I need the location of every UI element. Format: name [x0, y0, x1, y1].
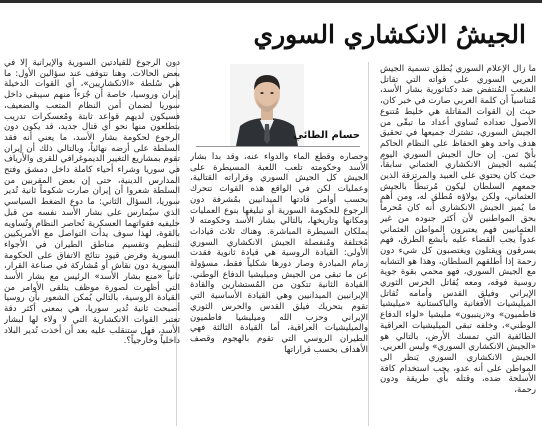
author-divider: [196, 146, 360, 147]
author-box: [192, 64, 364, 150]
article-paragraph: ما زال الإعلام السوري يُطلق تسمية الجيش العربي السوري على قواته التي تقاتل الشعب المُنتفض ضد دكتاتورية بشار الأسد، مُتناسياً أن كلمة العربي صارت في خبر كان، حيث إن القوات المقاتلة هي خليط مُتنوع الأصول تعداده تُساوي أعداد ما تبقّى من الجيش السوري، تشترك جميعها في تحقيق هدف واحد وهو الحفاظ على النظام الحاكم بأيّ ثمن. إن حال الجيش السوري اليوم يُشبه الجيش الانكشاري العثماني سابقاً، حيث كان يحتوي على العبيد والمرتزقة الذين جمعهم السلطان ليكون مُرتبطاً بالجيش العثماني، ولكن يولاؤه مُطلق له، ومن أهم ما يُميز الجيش الانكشاري أنه كان مُحرماً بحق المواطنين لأن أكثر جنوده من غير العثمانيين فهم يعتبرون المواطن العثماني عدواً يجب القضاء عليه بأبشع الطرق، فهم يسرقون ويقتلون ويغتصبون كل شيء دون رحمة إذا أطلقهم السلطان، وهذا هو التشابه مع الجيش السوري، فهو محمي بقوة جوية روسية فوقه، ومعه يُقاتل الحرس الثوري الإيراني وفيلق القدس وأمامه تُقاتل الميليشيات الأفغانية والباكستانية «ميليشيا فاطميون» و«زينبيون» مليشيا «لواء الدفاع الوطني»، وخلفه تبقى الميليشيات العراقية الطائفية التي تمسك الأرض، بالتالي هو «الجيش الانكشاري السوري» وليس العربي. الجيش الانكشاري السوري يَنظر الى المواطن على أنه عدو، يجب استخدام كافة الأسلحة ضده، وقتله بأي طريقة ودون رحمة،: [380, 64, 536, 396]
article-column-right: [380, 64, 536, 426]
column-divider: [368, 62, 369, 426]
article-column-middle: [190, 152, 368, 428]
top-rule: [0, 0, 542, 3]
article-headline: الجيشُ الانكشاري السوري: [253, 20, 526, 49]
article-paragraph: دون الرجوع للقيادتين السورية والإيرانية إلا في بعض الحالات. وهنا نتوقف عند سؤالين الأول: ما هي سُلطة «الانكشاريين»، أي القوات الدخيلة إيران وروسيا، خاصة أن جُزءاً منهم سيبقى داخل سوريا لضمان أمن النظام المتعب والضعيف، فسيكون لديهم قواعد ثابتة ومُعسكرات تدريب بتطلعون منها نحو أي قتال جديد، قد يكون دون الرجوع لحكومة بشار الأسد، ما يعني أنه فقد السلطة على أرضه نهائياً، وبالتالي ذلك أن إيران تقوم بمشاريع التغيير الديموغرافي للقرى والأرياف في سوريا وشراء أحياء كاملة داخل دمشق وفتح المدارس الدينية، حتى إن بعض المقربين من السلطة شعروا أن إيران صارت شكوماً ثانية تُدير سوريا، السؤال الثاني: ما دوع الضغط السياسي الذي سيُمارس على بشار الأسد نفسه من قبل حليفيه فقواتهما العسكرية تُحاصر النظام وتُساويه بالقوة، لهذا سوف يدأت التواصل مع الأمريكيين لتنظيم وتقسيم مناطق الطيران في الأجواء السورية وفرض قيود نتائج الاتفاق على الحكومة السورية دون نقاش أو مُشاركة في صناعة القرار، ثانياً «منع بشار الأسد» الرئيس مع بشار الأسد التي أظهرت لصورة موظف يتلقى الأوامر من القيادة الروسية، بالتالي يُمكن الشعور بأن روسيا أصبحت ثانية تُدير سوريا، هي بمعنى أكثر دقة تعتبر القوات الانكشارية التي لا ولاء لها لبشار الأسد، فهل ستنقلب عليه بعد أن أخذت تُدير البلاد داخلياً وخارجياً؟.: [4, 58, 180, 347]
article-column-left: [4, 58, 180, 428]
article-paragraph: وحصاره وقطع الماء والدواء عنه، وقد بدأ بشار الأسد وحكومته تلعب اللعبة المسيطرة على الجيش كل الجيش السوري وقراراته القتالية، وعمليات لكن في الواقع هذه القوات تتحرك بحسب أوامر قادتها الميدانيين بمُشرفة دون الرجوع للحكومة السورية أو تبليغها بنوع العمليات ومكانها وتاريخها، بالتالي بشار الأسد وحكومته لا يملكان السيطرة المباشرة. وهناك ثلاث قيادات مُختلفة ومُنفصلة الجيش الانكشاري السوري الأولى: القيادة الروسية هي قيادة ثانوية فقدت زمام المبادرة وصار دورها شكلياً فقط، مسؤولة عن ما تبقى من الجيش وميليشيا الدفاع الوطني. القيادة الثانية تتكون من المُستشارين والقادة الإيرانيين الميدانيين وهي القيادة الأساسية التي تقوم بتحريك فيلق القدس والحرس الثوري الإيراني وحزب الله وميليشيا فاطميون والميليشيات العراقية، أما القيادة الثالثة فهي الطيران الروسي التي تقوم بالهجوم وقصف الأهداف بحسب قراراتها: [190, 152, 368, 355]
author-name: حسام الطائي: [293, 130, 360, 141]
